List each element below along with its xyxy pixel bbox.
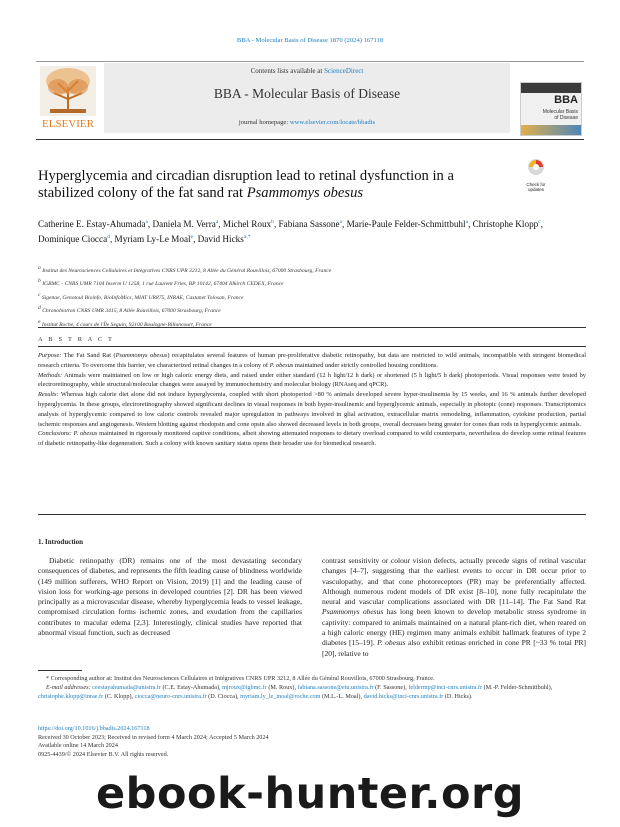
elsevier-tree-icon [36,63,100,133]
corresponding-footnote: * Corresponding author at: Institut des Neurosciences Cellulaires et Intégratives CNRS UPR 3212, 8 Allée du Général Rouvillois, 67000 Strasbourg, France. E-mail addresses: ceestayahumada@unistra.fr (C.E. Estay-Ahumada), mjroux@igbmc.fr (M. Roux), fabiana.sassone@etu.unistra.fr (F. Sassone), feldermp@inci-cnrs.unistra.fr (M.-P. Felder-Schmittbuhl), christophe.klopp@inrae.fr (C. Klopp), ciocca@neuro-cnrs.unistra.fr (D. Ciocca), myriam.ly_le_moal@roche.com (M.L.-L. Moal), david.hicks@inci-cnrs.unistra.fr (D. Hicks). [38,675,586,702]
abstract-bottom-rule [38,514,586,515]
elsevier-logo [36,63,100,133]
author-affiliation-marker[interactable]: a [215,219,219,225]
author-name: Dominique Ciocca [38,233,108,244]
author-name: Michel Roux [222,219,272,230]
abstract-heading: A B S T R A C T [38,336,115,343]
author-name: Catherine E. Estay-Ahumada [38,219,146,230]
author-affiliation-marker[interactable]: d [107,233,110,240]
article-title: Hyperglycemia and circadian disruption lead to retinal dysfunction in a stabilized colony of the fat sand rat Psammomys obesus [38,168,454,201]
author-name: Myriam Ly-Le Moal [114,233,191,244]
abstract-rule [38,346,586,347]
check-updates-icon [522,157,550,177]
email-link[interactable]: ceestayahumada@unistra.fr [92,683,161,691]
section-heading-introduction: 1. Introduction [38,538,83,546]
journal-title: BBA - Molecular Basis of Disease [213,86,401,101]
email-addresses: E-mail addresses: ceestayahumada@unistra.fr (C.E. Estay-Ahumada), mjroux@igbmc.fr (M. Roux), fabiana.sassone@etu.unistra.fr (F. Sassone), feldermp@inci-cnrs.unistra.fr (M.-P. Felder-Schmittbuhl), christophe.klopp@inrae.fr (C. Klopp), ciocca@neuro-cnrs.unistra.fr (D. Ciocca), myriam.ly_le_moal@roche.com (M.L.-L. Moal), david.hicks@inci-cnrs.unistra.fr (D. Hicks). [38,683,553,700]
homepage-link[interactable]: www.elsevier.com/locate/bbadis [289,119,376,126]
email-link[interactable]: christophe.klopp@inrae.fr [38,692,104,700]
affiliation-item: b IGBMC - CNRS UMR 7104 Inserm U 1258, 1 rue Laurent Fries, BP 10142, 67404 Illkirch CEDEX, France [38,278,284,288]
cover-brand: BBA [554,94,578,106]
author-affiliation-marker[interactable]: c [538,219,541,225]
author-name: David Hicks [197,233,244,244]
copyright: 0925-4439/© 2024 Elsevier B.V. All rights reserved. [38,750,169,758]
author-name: Daniela M. Verra [152,219,216,230]
email-link[interactable]: mjroux@igbmc.fr [222,683,267,691]
author-affiliation-marker[interactable]: a [465,219,469,225]
author-affiliation-marker[interactable]: b [271,219,274,225]
watermark-text: ebook-hunter.org [96,769,524,819]
author-list: Catherine E. Estay-Ahumada$^a$, Daniela M. Verra$^a$, Michel Roux$^b$, Fabiana Sassone$^a$, Marie-Paule Felder-Schmittbuhl$^a$, Christophe Klopp$^c$, Dominique Ciocca$^d$, Myriam Ly-Le Moal$^e$, David Hicks$^{a,*}$ [38,219,544,244]
email-link[interactable]: fabiana.sassone@etu.unistra.fr [297,683,374,691]
available-online: Available online 14 March 2024 [38,742,118,750]
author-affiliation-marker[interactable]: a [339,219,343,225]
watermark [0,766,620,827]
author-affiliation-marker[interactable]: e [190,233,194,240]
check-for-updates-badge[interactable]: Check for updates [522,157,550,187]
abstract-body: Purpose: The Fat Sand Rat (Psammomys obesus) recapitulates several features of human pre-proliferative diabetic retinopathy, but data are restricted to wild animals, incompatible with stringent biomedical research criteria. To overcome this barrier, we characterized retinal changes in a colony of P. obesus maintained under strictly controlled housing conditions. Methods: Animals were maintained on low or high caloric energy diets, and raised under either standard (12 h light/12 h dark) or shortened (5 h light/5 h dark) photoperiods. Visual responses were tested by electroretinography, while structural/molecular changes were assayed by immunochemistry and molecular biology (RNAseq and qPCR). Results: Whereas high calorie diet alone did not induce hyperglycemia, coupled with short photoperiod >80 % animals developed severe hyper-insulinemia by 15 weeks, and 16 % animals further developed hyperglycemia. In these groups, electroretinography showed significant declines in visual responses in both hyper-insulinemic and hyperglycemic animals, especially in photopic (cone) responses. Transcriptomics analysis of hyperglycemic compared to low caloric controls revealed major upregulation in pathways involved in glial activation, extracellular matrix remodeling, inflammation, cytokine production, partial ischemic responses and angiogenesis. Western blotting against rhodopsin and cone opsin also showed decreased levels in both groups, overall decreases being greater for cones than rods in hyperglycemic animals. Conclusions: P. obesus maintained in rigorously monitored captive conditions, albeit showing attenuated responses to dietary overload compared to wild counterparts, nevertheless do develop some retinal features of diabetic retinopathy-like degeneration. Such a colony with known sanitary status opens their broader use for biomedical research. [38,352,586,448]
received-dates: Received 30 October 2023; Received in revised form 4 March 2024; Accepted 5 March 2024 [38,733,269,741]
affiliation-item: c Sigenae, Genotoul Bioinfo, BioInfoMics, MIAT UR875, INRAE, Castanet Tolosan, France [38,291,244,301]
author-name: Marie-Paule Felder-Schmittbuhl [346,219,466,230]
intro-column-right: contrast sensitivity or colour vision defects, actually precede signs of retinal vascular changes [4–7], suggesting that the earliest events to occur in DR occur prior to vasculopathy, and that cone photoreceptors (PR) may be preferentially affected. Although numerous rodent models of DR exist [8–10], none fully recapitulate the neural and vascular complications associated with DR [11–14]. The Fat Sand Rat Psammomys obesus has long been known to develop metabolic stress syndrome in captivity: compared to animals maintained on a natural plant-rich diet, when reared on a high caloric energy (HE) regimen many animals exhibit hallmark features of type 2 diabetes [15–19]. P. obesus also exhibit retinas enriched in cone PR [~33 % total PR] [20], relative to [322,556,586,658]
affiliation-item: a Institut des Neurosciences Cellulaires et Intégratives CNRS UPR 3212, 8 Allée du Général Rouvillois, 67000 Strasbourg, France [38,265,332,274]
affiliations [38,263,586,330]
doi-link[interactable]: https://doi.org/10.1016/j.bbadis.2024.167118 [38,725,150,732]
email-link[interactable]: feldermp@inci-cnrs.unistra.fr [408,683,483,691]
email-link[interactable]: david.hicks@inci-cnrs.unistra.fr [363,692,444,700]
journal-cover [520,82,582,136]
author-name: Fabiana Sassone [278,219,340,230]
author-affiliation-marker[interactable]: a,* [243,233,251,240]
intro-column-left: Diabetic retinopathy (DR) remains one of the most devastating secondary consequences of diabetes, and represents the fifth leading cause of blindness worldwide (149 million sufferers, WHO Report on Vision, 2019) [1] and the leading cause of vision loss for working-age persons in developed countries [2]. DR has been viewed principally as a microvascular disease, whereby hyperglycemia leads to vessel leakage, compromised circulation forms ischemic zones, and exudation from the capillaries contributes to macular edema [2,3]. Interestingly, clinical studies have reported that abnormal visual function, such as decreased [38,556,302,638]
sciencedirect-link[interactable]: ScienceDirect [324,67,364,75]
journal-reference[interactable]: BBA - Molecular Basis of Disease 1870 (2024) 167118 [236,37,384,44]
abstract-top-rule [38,327,586,328]
contents-line: Contents lists available at ScienceDirect [250,67,364,75]
journal-header [104,63,510,133]
author-affiliation-marker[interactable]: a [145,219,148,225]
publication-info [38,725,586,759]
affiliation-item: e Institut Roche, 4 cours de l'Île Seguin, 92100 Boulogne-Billancourt, France [38,318,212,328]
email-link[interactable]: ciocca@neuro-cnrs.unistra.fr [134,692,207,700]
affiliation-item: d Chronobiotron CNRS UMR 3415, 8 Allée Rouvillois, 67000 Strasbourg, France [38,305,221,315]
cover-subtitle: Molecular Basis of Disease [542,109,578,121]
author-name: Christophe Klopp [472,219,539,230]
journal-homepage: journal homepage: www.elsevier.com/locate/bbadis [238,119,376,126]
footnote-rule [38,670,82,671]
email-link[interactable]: myriam.ly_le_moal@roche.com [240,692,321,700]
header-rule [36,139,584,140]
publisher-name: ELSEVIER [42,118,94,130]
